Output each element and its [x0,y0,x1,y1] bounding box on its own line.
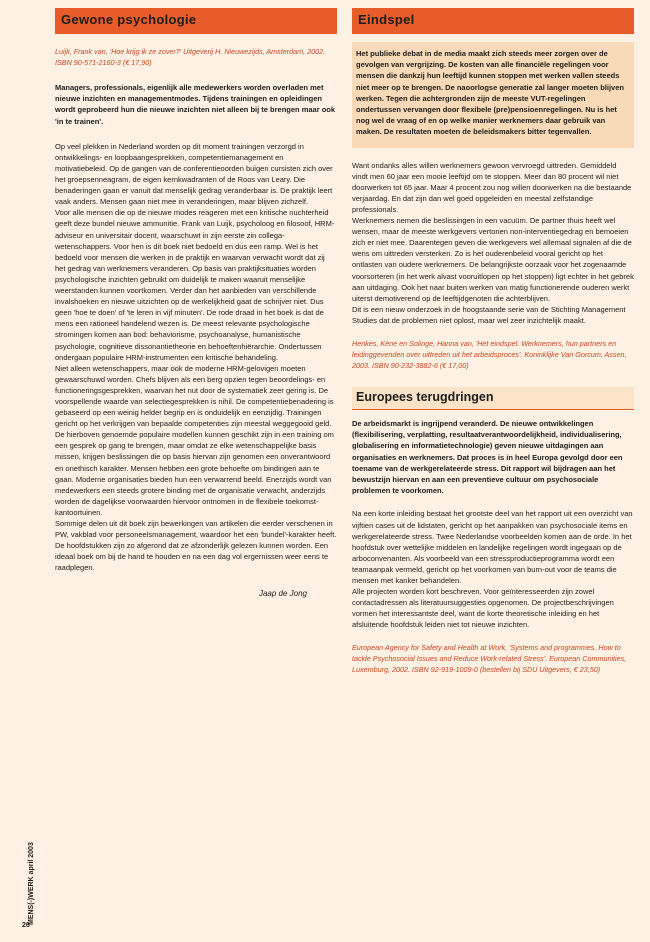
article-body [352,160,634,326]
folio [28,805,42,925]
section-title: Europees terugdringen [356,390,494,405]
book-citation: European Agency for Safety and Health at Work, 'Systems and programmes. How to tackle Psychosocial Issues and Reduce Work-related Stress'. European Communities, Luxemburg, 2002. ISBN 92-919-1009-0 (bestellen bij SDU Uitgevers, € 23,50) [352,643,627,675]
author-signature: Jaap de Jong [258,589,307,599]
lead-box [352,42,634,148]
section-title: Gewone psychologie [61,12,197,27]
paragraph: De hierboven genoemde populaire modellen kunnen geschikt zijn in een training om een gesprek op gang te brengen, maar omdat ze elke wetenschappelijke basis missen, krijgen beslissingen die op basis hiervan zijn genomen een onverantwoord en onethisch karakter. Mensen hebben een grote behoefte om bindingen aan te gaan. Moderne organisaties bieden hun een verwarrend beeld. Enerzijds wordt van medewerkers een steeds grotere binding met de organisatie verwacht, anderzijds worden de dagelijkse voorwaarden hiervoor ontnomen in de flexibele toekomst-kantoortuinen. [55,430,334,517]
section-header [352,8,634,34]
paragraph: Niet alleen wetenschappers, maar ook de moderne HRM-gelovigen moeten gewaarschuwd worden. Chefs blijven als een berg opzien tegen beoordelings- en functioneringsgesprekken, waarvan het nut door de systematiek zeer gering is. De voorspellende waarde van selectiegesprekken is nihil. De competentiebenadering is gebaseerd op een weinig helder begrip en is onduidelijk en eenzijdig. Trainingen gericht op het verkrijgen van bepaalde competenties zijn meestal weggegooid geld. [55,363,334,429]
book-citation: Luijk, Frank van, 'Hoe krijg ik ze zover?' Uitgeverij H. Nieuwezijds, Amsterdam, 2002. ISBN 90-571-2160-3 (€ 17,90) [55,47,326,67]
right-column [352,8,634,675]
page-number: 26 [22,922,30,929]
lead-paragraph: Managers, professionals, eigenlijk alle medewerkers worden overladen met nieuwe inzichten en managementmodes. Tijdens trainingen en opleidingen wordt geprobeerd hun die nieuwe inzichten niet alleen bij te brengen maar ook 'in te trainen'. [55,83,336,126]
left-column [55,8,337,598]
paragraph: Alle projecten worden kort beschreven. Voor geïnteresseerden zijn zowel contactadressen als literatuursuggesties opgenomen. De projectbeschrijvingen vormen het interessantste deel, want de korte theoretische inleiding en het afsluitende hoofdstuk leiden niet tot nieuwe inzichten. [352,587,614,630]
section-header [55,8,337,34]
paragraph: Want ondanks alles willen werknemers gewoon vervroegd uittreden. Gemiddeld vindt men 60 jaar een mooie leeftijd om te stoppen. Meer dan 80 procent wil niet doorwerken tot 65 jaar. Maar 4 procent zou nog willen doorwerken na die bestaande verjaardag. En dat zijn dan wel goed opgeleiden en meestal zelfstandige professionals. [352,160,632,214]
paragraph: Sommige delen uit dit boek zijn bewerkingen van artikelen die eerder verschenen in PW, vakblad voor personeelsmanagement, waardoor het een 'bundel'-karakter heeft. De hoofdstukken zijn zo afgerond dat ze afzonderlijk gelezen kunnen worden. Een ideaal boek om bij de hand te houden en na een dag vol ergernissen weer eens te raadplegen. [55,519,337,573]
paragraph: Na een korte inleiding bestaat het grootste deel van het rapport uit een overzicht van vijftien cases uit de lidstaten, gericht op het aanpakken van psychosociale items en werkgerelateerde stress. Twee Nederlandse voorbeelden komen aan de orde. In het hoofdstuk over wettelijke middelen en landelijke regelingen wordt ingegaan op de arboconvenanten. Als voorbeeld van een stressproductieprogramma wordt een teamaanpak vermeld, gericht op het voorkomen van burn-out voor de teams die mensen met kanker behandelen. [352,509,633,586]
paragraph: Op veel plekken in Nederland worden op dit moment trainingen verzorgd in ontwikkelings- en loopbaangesprekken, competentiemanagement en motivatiebeleid. Op de gangen van de conferentieoorden buigen cursisten zich over het groepsenneagram, de eigen kernkwadranten of de Roos van Leary. Die benaderingen gaan er vanuit dat menselijk gedrag veranderbaar is. De praktijk leert vaak anders. Mensen gaan niet mee in veranderingen, maar blijven zichzelf. [55,141,333,207]
paragraph: Voor alle mensen die op de nieuwe modes reageren met een kritische nuchterheid geeft deze bundel nieuwe ammunitie. Frank van Luijk, psycholoog en filosoof, HRM-adviseur en universitair docent, waarschuwt in zijn eerste zin collega-wetenschappers. Voor hen is dit boek niet bedoeld en dus een ramp. Wel is het bedoeld voor mensen die werken in de praktijk en waarvan verwacht wordt dat zij het gedrag van werknemers veranderen. Op basis van praktijksituaties worden psychologische inzichten gebruikt om duidelijk te maken waaruit menselijke weerstanden kunnen voortkomen. Verder dan het aanbieden van verschillende invalshoeken en nieuwe uitzichten op de werkelijkheid gaat de schrijver niet. Dus geen 'hoe te doen' of 'te leren in vijf minuten'. De rode draad in het boek is dat de mens een rationeel handelend wezen is. De meest relevante psychologische stromingen komen aan bod: behaviorisme, psychoanalyse, humanistische psychologie, cognitieve dissonantietheorie en behoeftenhiërarchie. Ondertussen ondergaan populaire HRM-instrumenten een kritische behandeling. [55,208,335,362]
paragraph: Werknemers nemen die beslissingen in een vacuüm. De partner thuis heeft wel wensen, maar de meeste werkgevers vertonen non-interventiegedrag en bemoeien zich er niet mee. Daarentegen geven die werkgevers wel allemaal signalen af die de wens om uittreden versterken. Zo is het ouderenbeleid vooral gericht op het ontlasten van oudere werknemers. De belangrijkste oorzaak voor het zogenaamde voorsorteren (in het werk alvast vooruitlopen op het stoppen) ligt echter in het gebrek aan uitdaging. Ook het naar buiten werken van matig functionerende ouderen werkt uiterst demotiverend op de leeftijdgenoten die achterblijven. [352,216,634,303]
magazine-name: MENS(-)WERK april 2003 [28,842,35,925]
section-title: Eindspel [358,12,415,27]
article-body [352,508,634,630]
article-body [55,141,337,574]
paragraph: Dit is een nieuw onderzoek in de hoogstaande serie van de Stichting Management Studies dat de problemen niet oplost, maar wel zeer inzichtelijk maakt. [352,304,626,325]
book-citation: Henkes, Kène en Solinge, Hanna van, 'Het eindspel. Werknemers, hun partners en leidinggevenden over uittreden uit het arbeidsproces'. Koninklijke Van Gorcum, Assen, 2003. ISBN 90-232-3882-6 (€ 17,00) [352,339,627,371]
lead-paragraph: De arbeidsmarkt is ingrijpend veranderd. De nieuwe ontwikkelingen (flexibilisering, verplatting, resultaatverantwoordelijkheid, individualisering, globalisering en informatietechnologie) geven nieuwe uitdagingen aan organisaties en werknemers. Dat proces is in heel Europa gevolgd door een toename van de werkgerelateerde stress. Dit rapport wil bijdragen aan het bewustzijn hiervan en aan een preventieve cultuur om psychosociale problemen te voorkomen. [352,419,623,496]
section-header [352,387,634,410]
lead-paragraph: Het publieke debat in de media maakt zich steeds meer zorgen over de gevolgen van vergrijzing. De kosten van alle financiële regelingen voor mensen die dankzij hun leeftijd kunnen stoppen met werken vallen steeds niet meer op te brengen. De naoorlogse generatie zal langer moeten blijven werken. Tegen die achtergronden zijn de meeste VUT-regelingen ondertussen vervangen door flexibele (pre)pensioenregelingen. Nu is het nog wel de vraag of en op welke manier werknemers daar gebruik van maken. De resultaten moeten de beleidsmakers bitter tegenvallen. [356,49,624,137]
